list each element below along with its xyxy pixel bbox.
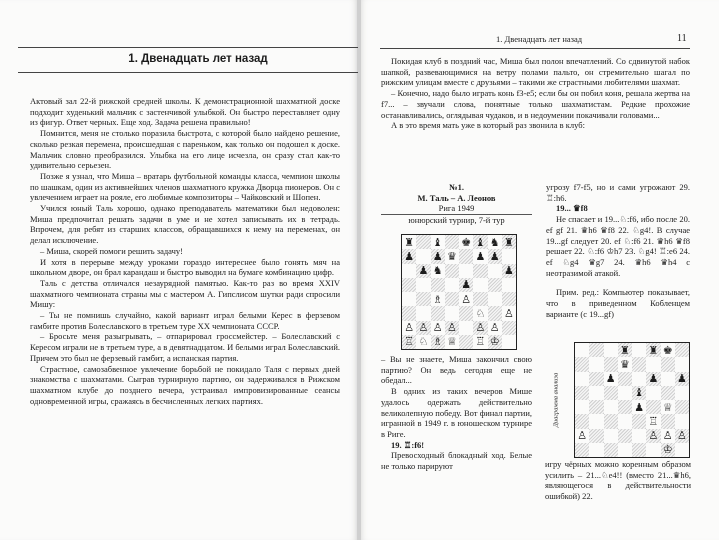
board-square [445, 235, 459, 249]
board-square: ♞ [432, 264, 443, 278]
paragraph: – Бросьте меня разыгрывать, – отпарировал гроссмейстер. – Болеславский с Кересом играли не в третьем туре, а в девятнадцатом. И белыми играл Болеславский. Причем это был не ферзевый гамбит, а испанская партия. [30, 331, 340, 363]
chess-diagram-analysis [574, 342, 690, 458]
board-square [589, 343, 603, 357]
board-square: ♛ [446, 249, 457, 263]
board-square [604, 443, 618, 457]
board-square [416, 235, 430, 249]
game-players: М. Таль – А. Леонов [417, 192, 496, 203]
board-square [589, 429, 603, 443]
chess-diagram-main [401, 234, 517, 350]
board-square [575, 343, 589, 357]
right-top-text [381, 56, 690, 131]
paragraph: Учился юный Таль хорошо, однако преподаватель математики был недоволен: Миша предпочитал решать задачи в уме и не хотел записывать их в тетрадь. Впрочем, для ребят из старших классов, обращавшихся к нему на переменах, он делал исключение. [30, 203, 340, 246]
board-square [675, 343, 689, 357]
board-square: ♖ [402, 335, 416, 349]
board-square: ♙ [432, 321, 443, 335]
board-square: ♟ [502, 264, 516, 278]
board-square [604, 429, 618, 443]
left-column-text [381, 354, 532, 472]
book-gutter [357, 0, 361, 540]
board-square [632, 429, 646, 443]
board-square [445, 292, 459, 306]
board-square [431, 278, 445, 292]
board-square: ♙ [445, 321, 459, 335]
board-square: ♝ [473, 235, 487, 249]
board-square [632, 414, 646, 428]
board-square [459, 264, 473, 278]
editor-note: Прим. ред.: Компьютер показывает, что в приведенном Кобленцем варианте (с 19...gf) [546, 287, 690, 319]
board-square: ♙ [489, 321, 500, 335]
board-square [646, 443, 660, 457]
board-square [575, 386, 589, 400]
game-event: юнюрский турнир, 7-й тур [408, 215, 505, 226]
right-column-bottom [545, 459, 691, 502]
paragraph: Позже я узнал, что Миша – вратарь футбольной команды класса, чемпион школы по шашкам, один из активнейших членов шахматного кружка Дворца пионеров. Он с увлечением играет на рояле, его любимые композиторы – Чайковский и Шопен. [30, 170, 340, 203]
board-square [618, 400, 632, 414]
move-19-black: 19... ♛f8 [556, 203, 588, 214]
chapter-rule-bottom [18, 72, 358, 73]
paragraph: А в это время мать уже в который раз звонила в клуб: [391, 120, 585, 131]
board-square [416, 278, 430, 292]
board-square [604, 357, 618, 371]
board-square: ♖ [648, 414, 659, 428]
board-square: ♜ [646, 343, 660, 357]
board-square [402, 306, 416, 320]
board-square [459, 335, 473, 349]
board-square [502, 249, 516, 263]
chapter-rule-top [18, 47, 358, 48]
board-square: ♕ [662, 400, 673, 414]
board-square [589, 357, 603, 371]
board-square: ♟ [475, 249, 486, 263]
paragraph: игру чёрных можно коренным образом усилить – 21...♘e4!! (вместо 21...♛h6, являющегося в действительности ошибкой) 22. [545, 459, 691, 502]
board-square [575, 372, 589, 386]
paragraph: – Ты не помнишь случайно, какой вариант играл белыми Керес в ферзевом гамбите против Болеславского в третьем туре XX чемпионата СССР. [30, 310, 340, 331]
board-square: ♟ [431, 249, 445, 263]
board-square: ♟ [416, 264, 430, 278]
paragraph: – Конечно, надо было играть конь f3-e5; если бы он побил коня, решала жертва на f7... – звучали слова, понятные только шахматистам. Редкие прохожие останавливались, оглядывая чудаков, и в недоумении покачивали головами... [381, 88, 690, 120]
board-square [589, 400, 603, 414]
board-square [589, 386, 603, 400]
board-square: ♙ [646, 429, 660, 443]
paragraph: В одних из таких вечеров Мише удалось одержать действительно великолепную победу. Вот финал партии, игранной в 1949 г. в юношеском турнире в Риге. [381, 386, 532, 439]
header-rule [380, 48, 690, 49]
board-square: ♟ [488, 249, 502, 263]
board-square [445, 278, 459, 292]
board-square: ♙ [503, 306, 514, 320]
board-square [473, 264, 487, 278]
board-square [589, 372, 603, 386]
board-square [402, 292, 416, 306]
board-square: ♜ [618, 343, 632, 357]
board-square: ♚ [461, 235, 472, 249]
board-square [473, 292, 487, 306]
board-square [604, 400, 618, 414]
board-square [661, 386, 675, 400]
game-place-year: Рига 1949 [438, 203, 475, 214]
move-comment: Превосходный блокадный ход. Белые не только парируют [381, 450, 532, 472]
board-square [618, 429, 632, 443]
diagram-label-text: Диаграмма анализа [552, 372, 560, 428]
board-square: ♟ [634, 400, 645, 414]
page-number: 11 [677, 33, 687, 44]
right-column-text [546, 182, 690, 319]
board-square [618, 443, 632, 457]
board-square: ♞ [489, 235, 500, 249]
board-square: ♕ [446, 335, 457, 349]
board-square [661, 357, 675, 371]
board-square [575, 414, 589, 428]
board-square [502, 321, 516, 335]
paragraph: – Миша, скорей помоги решить задачу! [40, 245, 183, 256]
board-square [632, 343, 646, 357]
board-square [675, 400, 689, 414]
board-square [502, 335, 516, 349]
board-square [488, 264, 502, 278]
board-square: ♜ [502, 235, 516, 249]
board-square: ♝ [632, 386, 646, 400]
board-square [488, 306, 502, 320]
board-square [575, 357, 589, 371]
board-square [445, 306, 459, 320]
board-square: ♝ [432, 235, 443, 249]
board-square [502, 292, 516, 306]
paragraph: Страстное, самозабвенное увлечение борьбой не покидало Таля с первых дней знакомства с шахматами. Сыграв турнирную партию, он задерживался в Рижском шахматном клубе до позднего вечера, устраивал импровизированные сеансы одновременной игры, сражаясь в бесчисленных легких партиях. [30, 363, 340, 406]
board-square: ♖ [475, 335, 486, 349]
move-19-white: 19. ♖:f6! [391, 439, 425, 450]
board-square: ♔ [661, 443, 675, 457]
left-body-text [30, 96, 340, 406]
board-square [416, 306, 430, 320]
board-square: ♙ [473, 321, 487, 335]
board-square [459, 249, 473, 263]
board-square: ♙ [662, 429, 673, 443]
game-header [381, 182, 532, 226]
board-square [646, 400, 660, 414]
board-square: ♟ [675, 372, 689, 386]
board-square [575, 443, 589, 457]
game-number: №1. [449, 182, 464, 192]
board-square: ♟ [459, 278, 473, 292]
paragraph: – Вы не знаете, Миша закончил свою партию? Он ведь сегодня еще не обедал... [381, 354, 532, 386]
board-square [675, 414, 689, 428]
board-square [618, 372, 632, 386]
board-square [632, 357, 646, 371]
board-square: ♟ [605, 372, 616, 386]
board-square [502, 278, 516, 292]
board-square [675, 357, 689, 371]
board-square [604, 386, 618, 400]
board-square [646, 386, 660, 400]
board-square [459, 321, 473, 335]
board-square [589, 414, 603, 428]
paragraph: Помнится, меня не столько поразила быстрота, с которой было найдено решение, сколько резкая перемена, происшедшая с пареньком, как только он подошел к доске. Мальчик словно преобразился. Улыбка на его лице исчезла, он сразу стал как-то удивительно серьезен. [30, 128, 340, 171]
board-square: ♙ [461, 292, 472, 306]
board-square: ♔ [488, 335, 502, 349]
board-square [402, 264, 416, 278]
board-square [618, 414, 632, 428]
board-square [402, 278, 416, 292]
board-square [459, 306, 473, 320]
board-square [604, 414, 618, 428]
board-square: ♙ [675, 429, 689, 443]
board-square [445, 264, 459, 278]
board-square [632, 443, 646, 457]
diagram-label [548, 350, 564, 450]
board-square: ♜ [404, 235, 415, 249]
board-square [632, 372, 646, 386]
board-square: ♙ [404, 321, 415, 335]
board-square: ♟ [646, 372, 660, 386]
board-square: ♚ [662, 343, 673, 357]
paragraph: И хотя в перерыве между уроками гораздо интереснее было гонять мяч на школьном дворе, он брал карандаш и быстро выводил на бумаге комбинацию цифр. [30, 256, 340, 278]
paragraph: угрозу f7-f5, но и сами угрожают 29. ♖:h6. [546, 182, 690, 203]
board-square [473, 278, 487, 292]
board-square [416, 249, 430, 263]
paragraph: Таль с детства отличался незаурядной памятью. Как-то раз во время XXIV шахматного чемпионата страны мы с мастером А. Гипслисом шутки ради спросили Мишу: [30, 277, 340, 310]
board-square [661, 372, 675, 386]
board-square [488, 278, 502, 292]
board-square [589, 443, 603, 457]
board-square [675, 386, 689, 400]
analysis-comment: Не спасает и 19...♘:f6, ибо после 20. ef gf 21. ♛h6 ♛f8 22. ♘g4!. В случае 19...gf следует 20. ef ♘:f6 21. ♛h6 ♛f8 решает 22. ♘:f6 ♔h7 23. ♘g4! ♖:e6 24. ef ♘g4 ♛g7 24. ♛h6 ♛h4 с неотразимой атакой. [546, 214, 690, 278]
board-square [604, 343, 618, 357]
board-square [416, 292, 430, 306]
board-square: ♙ [577, 429, 588, 443]
board-square [488, 292, 502, 306]
board-square [618, 386, 632, 400]
paragraph: Актовый зал 22-й рижской средней школы. К демонстрационной шахматной доске подходит худенький мальчик с застенчивой улыбкой. Он быстро переставляет одну из фигур. Ответ черных. Еще ход. Задача решена правильно! [30, 96, 340, 128]
paragraph: Покидая клуб в поздний час, Миша был полон впечатлений. Со сдвинутой набок шапкой, развевающимися на ветру полами пальто, он стремительно шагал по рижским улицам вместе с друзьями – такими же страстными любителями шахмат. [381, 56, 690, 88]
board-square [431, 306, 445, 320]
board-square [675, 443, 689, 457]
chapter-title: 1. Двенадцать лет назад [128, 53, 268, 65]
board-square: ♛ [619, 357, 630, 371]
board-square [646, 357, 660, 371]
running-head: 1. Двенадцать лет назад [496, 34, 583, 44]
board-square: ♟ [402, 249, 416, 263]
board-square: ♘ [418, 335, 429, 349]
board-square: ♘ [475, 306, 486, 320]
board-square: ♙ [416, 321, 430, 335]
board-square: ♗ [431, 335, 445, 349]
board-square [661, 414, 675, 428]
board-square [575, 400, 589, 414]
board-square: ♗ [432, 292, 443, 306]
